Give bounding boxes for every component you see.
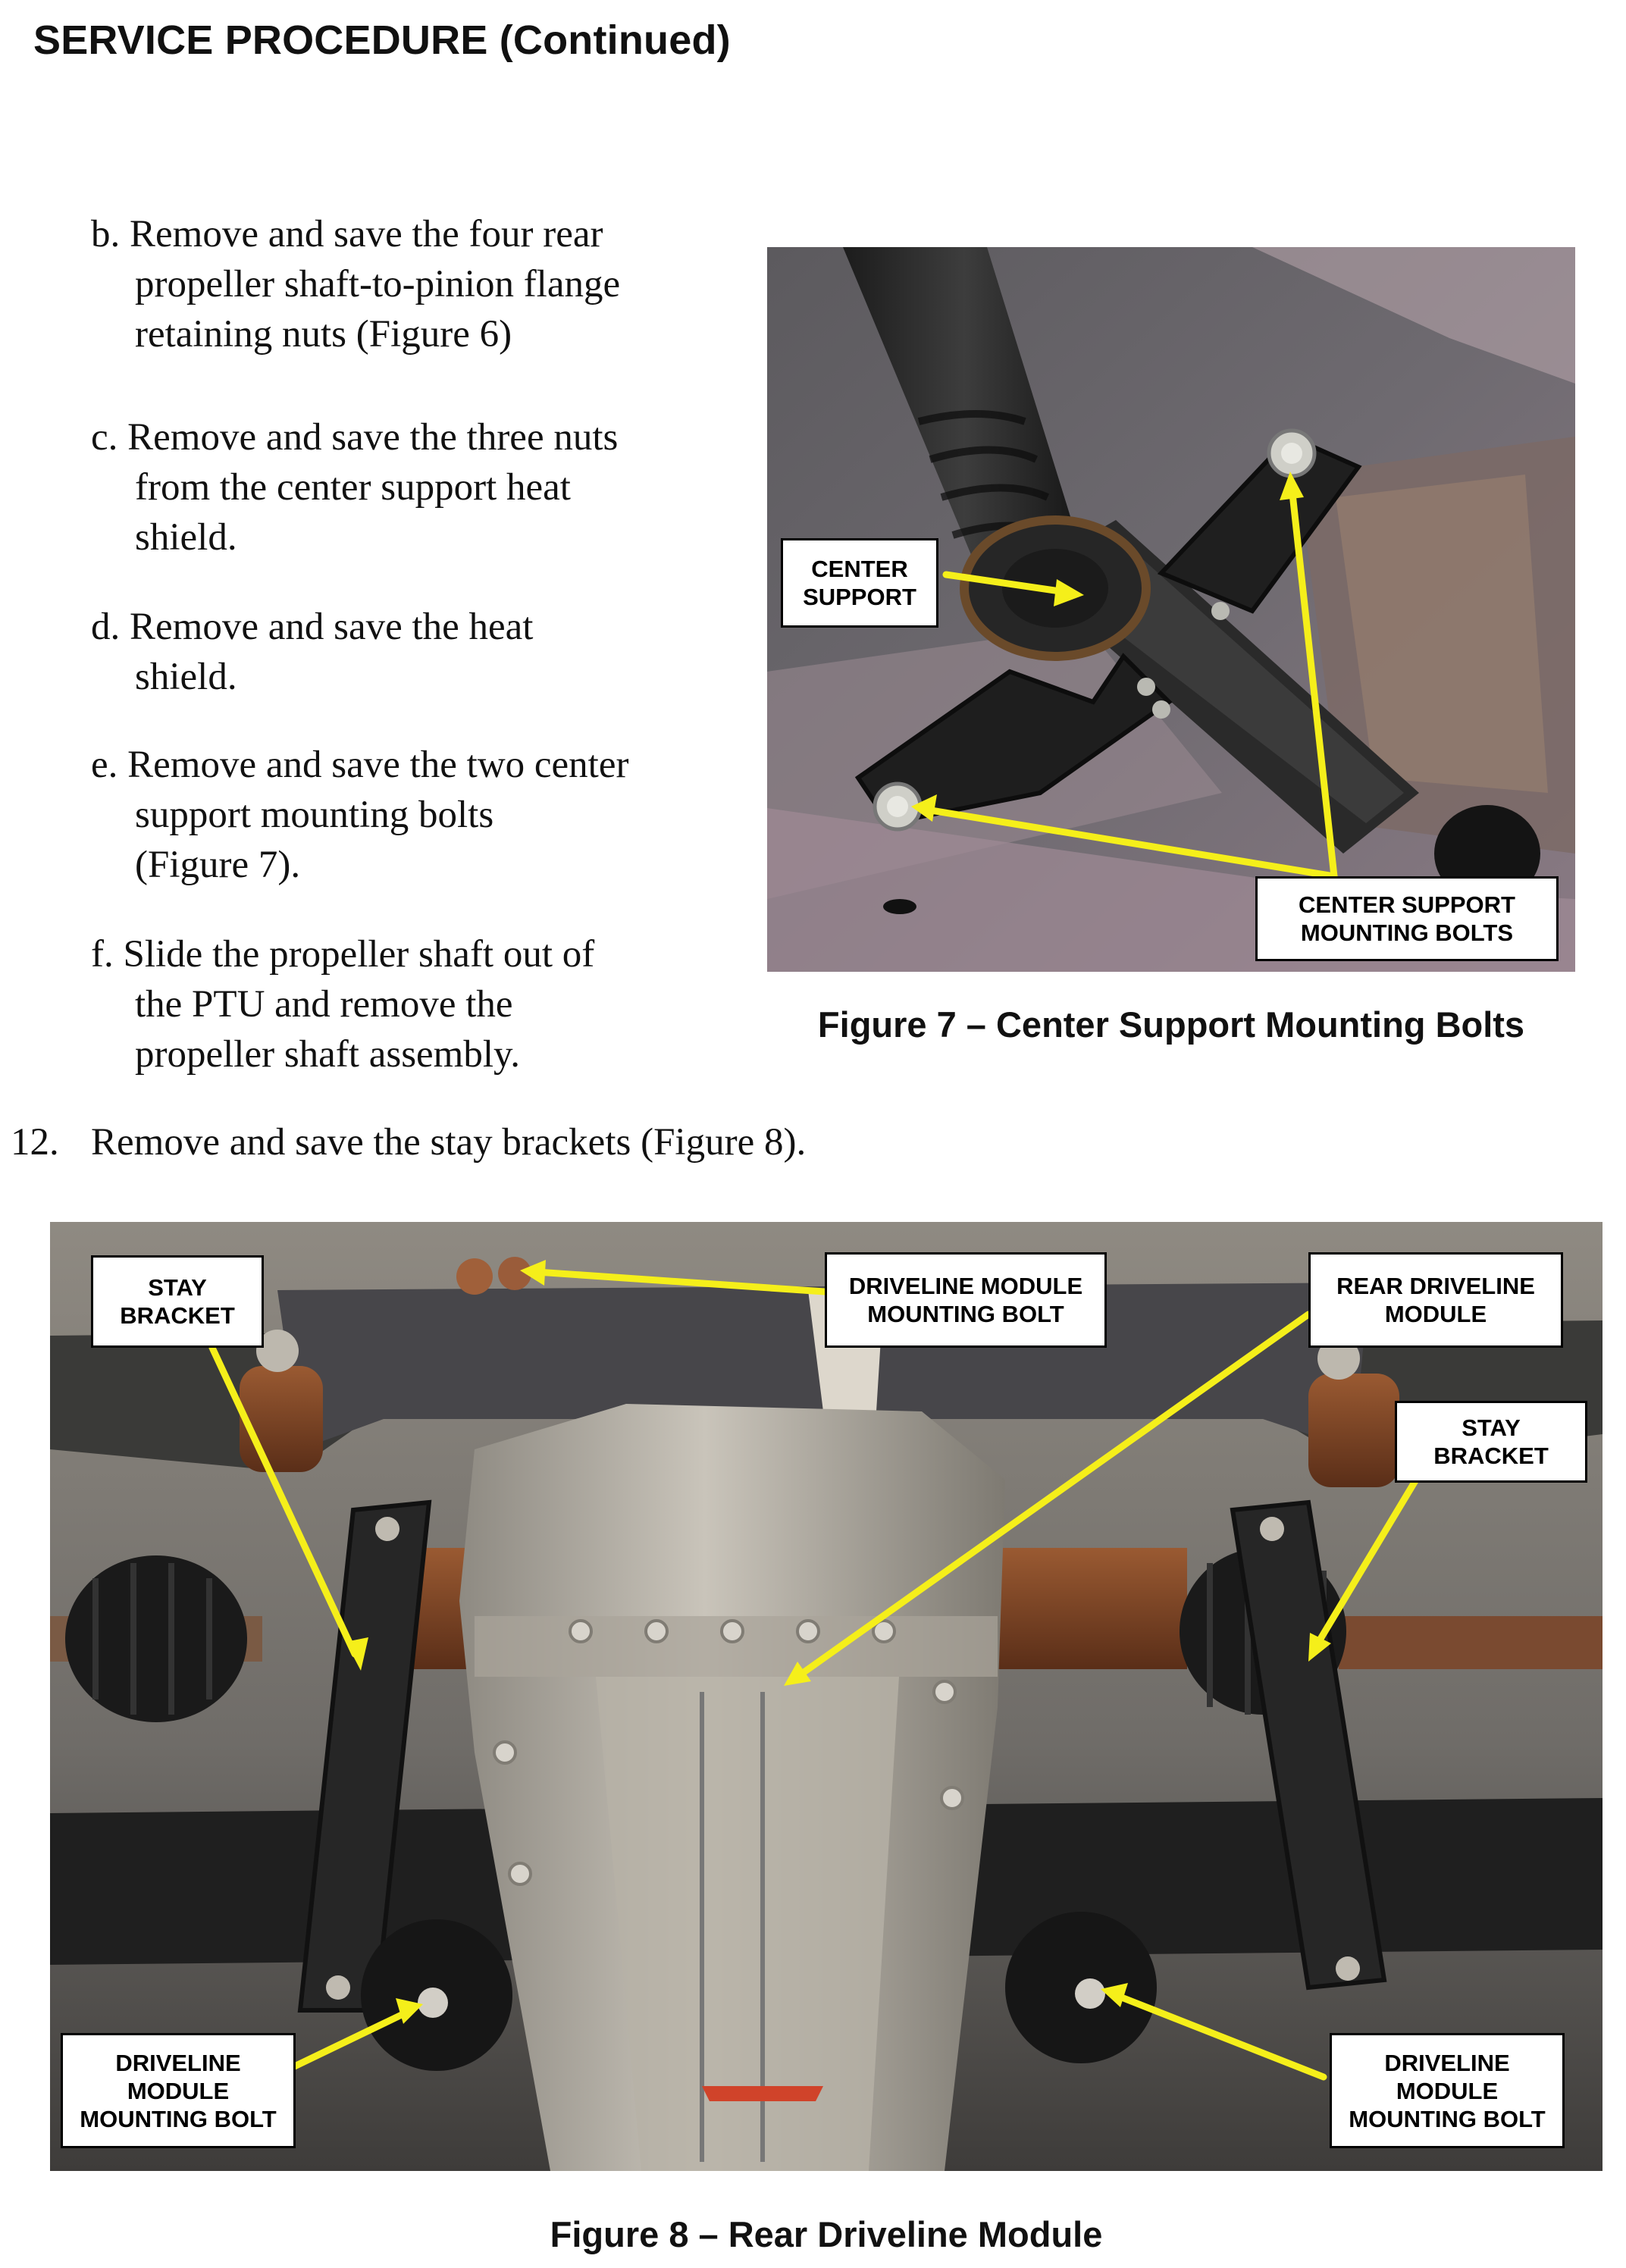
- callout-driveline-module-mounting-bolt-bottom-right: [1330, 2033, 1565, 2148]
- callout-center-support-line2: SUPPORT: [803, 584, 916, 610]
- callout-center-support-line1: CENTER: [811, 556, 908, 582]
- callout-bolt-bottom-right-line1: DRIVELINE: [1384, 2049, 1510, 2076]
- step-e: [91, 740, 628, 890]
- callout-stay-bracket-left: [91, 1255, 264, 1348]
- figure-8-caption: Figure 8 – Rear Driveline Module: [550, 2214, 1103, 2254]
- callout-mounting-bolts-line1: CENTER SUPPORT: [1299, 891, 1515, 918]
- step-b-line2: propeller shaft-to-pinion flange: [135, 263, 621, 305]
- figure-7-caption: Figure 7 – Center Support Mounting Bolts: [817, 1004, 1525, 1045]
- callout-driveline-module-mounting-bolt-bottom-left: [61, 2033, 296, 2148]
- callout-stay-bracket-left-line1: STAY: [148, 1274, 207, 1301]
- callout-mounting-bolts-line2: MOUNTING BOLTS: [1300, 919, 1514, 946]
- step-c-line2: from the center support heat: [135, 466, 571, 509]
- step-b-line1: b. Remove and save the four rear: [91, 213, 603, 255]
- callout-bolt-bottom-left-line3: MOUNTING BOLT: [80, 2105, 277, 2132]
- step-d: [91, 602, 533, 702]
- step-12-number: 12.: [11, 1121, 59, 1164]
- callout-rear-driveline-module: [1308, 1252, 1563, 1348]
- page-title: SERVICE PROCEDURE (Continued): [33, 17, 731, 63]
- step-f-line2: the PTU and remove the: [135, 983, 513, 1026]
- step-12-text: Remove and save the stay brackets (Figure 8).: [91, 1121, 807, 1164]
- callout-center-support: [781, 538, 938, 628]
- callout-stay-bracket-left-line2: BRACKET: [120, 1302, 235, 1329]
- callout-mounting-bolt-top-line2: MOUNTING BOLT: [867, 1301, 1064, 1327]
- step-d-line2: shield.: [135, 656, 237, 698]
- callout-rear-driveline-module-line2: MODULE: [1384, 1301, 1487, 1327]
- callout-bolt-bottom-right-line2: MODULE: [1396, 2077, 1499, 2104]
- step-b: [91, 209, 620, 359]
- callout-center-support-mounting-bolts: [1255, 876, 1559, 961]
- step-d-line1: d. Remove and save the heat: [91, 606, 534, 648]
- callout-stay-bracket-right: [1395, 1401, 1587, 1483]
- callout-bolt-bottom-right-line3: MOUNTING BOLT: [1349, 2105, 1546, 2132]
- callout-rear-driveline-module-line1: REAR DRIVELINE: [1336, 1273, 1535, 1299]
- step-b-line3: retaining nuts (Figure 6): [135, 313, 512, 356]
- step-e-line1: e. Remove and save the two center: [91, 744, 629, 786]
- step-f-line3: propeller shaft assembly.: [135, 1033, 520, 1076]
- step-e-line2: support mounting bolts: [135, 794, 494, 836]
- step-f: [91, 929, 594, 1079]
- callout-stay-bracket-right-line1: STAY: [1462, 1414, 1521, 1441]
- step-e-line3: (Figure 7).: [135, 844, 301, 886]
- callout-bolt-bottom-left-line1: DRIVELINE: [115, 2049, 241, 2076]
- callout-bolt-bottom-left-line2: MODULE: [127, 2077, 230, 2104]
- callout-stay-bracket-right-line2: BRACKET: [1433, 1443, 1549, 1469]
- figure-8-photo: [50, 1222, 1603, 2171]
- callout-driveline-module-mounting-bolt-top: [825, 1252, 1107, 1348]
- figure-7-photo: [767, 247, 1575, 972]
- step-c-line3: shield.: [135, 516, 237, 559]
- step-c-line1: c. Remove and save the three nuts: [91, 416, 619, 459]
- step-c: [91, 412, 618, 562]
- step-12: [11, 1117, 806, 1167]
- step-f-line1: f. Slide the propeller shaft out of: [91, 933, 595, 976]
- callout-mounting-bolt-top-line1: DRIVELINE MODULE: [848, 1273, 1083, 1299]
